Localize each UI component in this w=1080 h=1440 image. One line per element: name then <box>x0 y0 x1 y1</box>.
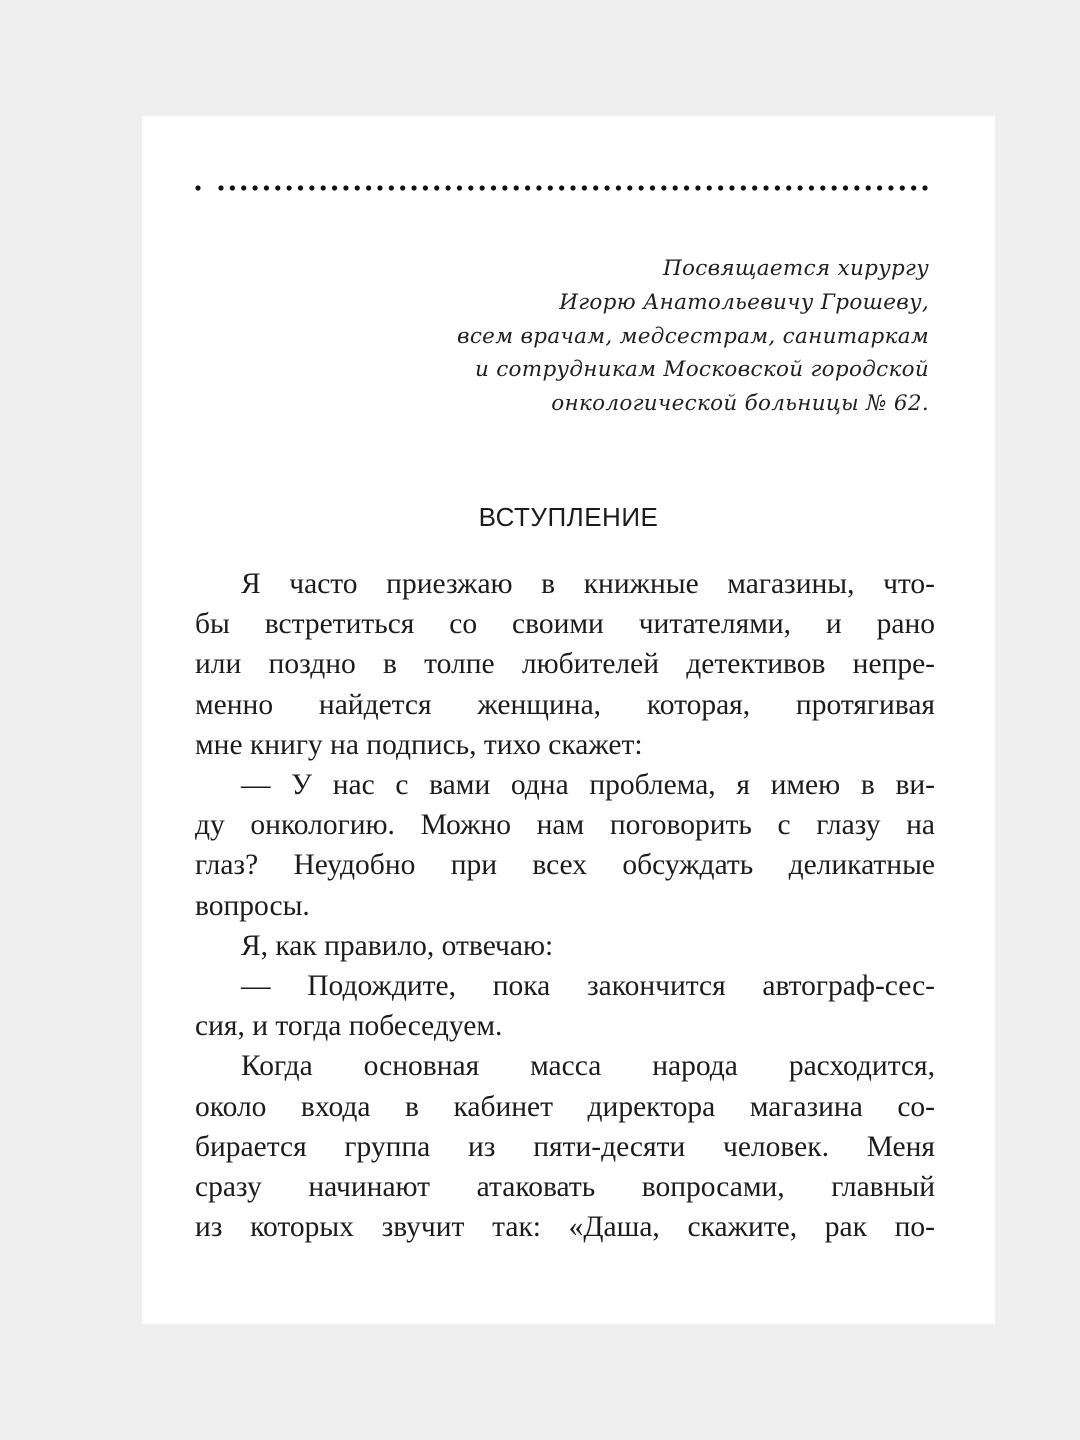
ornament-dot <box>877 185 882 190</box>
ornament-dot <box>264 185 269 190</box>
text-line: сия, и тогда побеседуем. <box>195 1010 503 1043</box>
text-line: глаз? Неудобно при всех обсуждать деликатные <box>195 849 935 882</box>
ornament-dot <box>230 185 235 190</box>
text-line: около входа в кабинет директора магазина со- <box>195 1090 935 1123</box>
text-line: Я часто приезжаю в книжные магазины, что- <box>241 568 935 600</box>
dedication <box>369 252 929 421</box>
ornament-dot <box>536 185 541 190</box>
ornament-dot <box>502 185 507 190</box>
ornament-dot <box>866 185 871 190</box>
text-line: ду онкологию. Можно нам поговорить с глазу на <box>195 809 935 842</box>
ornament-dot <box>673 185 678 190</box>
ornament-dot <box>832 185 837 190</box>
ornament-dot <box>321 185 326 190</box>
ornament-dot <box>218 185 223 190</box>
ornament-dot <box>514 185 519 190</box>
dotted-rule-graphic <box>195 182 935 194</box>
ornament-dot <box>275 185 280 190</box>
text-line: бирается группа из пяти-десяти человек. Меня <box>195 1130 935 1163</box>
ornament-dot <box>582 185 587 190</box>
ornament-dot <box>548 185 553 190</box>
ornament-dot <box>820 185 825 190</box>
ornament-dot <box>797 185 802 190</box>
ornament-dot <box>650 185 655 190</box>
ornament-dot <box>411 185 416 190</box>
text-line: или поздно в толпе любителей детективов непре- <box>195 648 935 681</box>
ornament-dot <box>366 185 371 190</box>
ornament-dot <box>559 185 564 190</box>
text-line: бы встретиться со своими читателями, и рано <box>195 608 935 641</box>
ornament-dot <box>911 185 916 190</box>
ornament-dot <box>604 185 609 190</box>
ornament-dot <box>355 185 360 190</box>
ornament-dot <box>854 185 859 190</box>
ornament-dot <box>752 185 757 190</box>
ornament-dot <box>343 185 348 190</box>
chapter-title: ВСТУПЛЕНИЕ <box>478 502 659 532</box>
ornament-dot <box>900 185 905 190</box>
dedication-line: онкологической больницы № 62. <box>551 391 929 417</box>
ornament-dot <box>445 185 450 190</box>
dedication-line: всем врачам, медсестрам, санитаркам <box>457 323 929 349</box>
ornament-dot <box>707 185 712 190</box>
ornament-dot <box>377 185 382 190</box>
ornament-dot <box>729 185 734 190</box>
ornament-dot <box>252 185 257 190</box>
ornament-dot <box>468 185 473 190</box>
ornament-dot <box>809 185 814 190</box>
ornament-dot <box>298 185 303 190</box>
text-line: вопросы. <box>195 889 310 922</box>
dedication-line: Игорю Анатольевичу Грошеву, <box>559 289 929 315</box>
ornament-dot <box>400 185 405 190</box>
dedication-line: и сотрудникам Московской городской <box>474 357 929 383</box>
text-line: — Подождите, пока закончится автограф-сес- <box>241 970 935 1003</box>
text-line: Я, как правило, отвечаю: <box>241 929 554 962</box>
text-line: сразу начинают атаковать вопросами, главный <box>195 1171 935 1204</box>
dedication-line: Посвящается хирургу <box>662 256 929 281</box>
ornament-dot <box>684 185 689 190</box>
text-line: менно найдется женщина, которая, протягивая <box>195 688 935 721</box>
ornament-dot <box>922 185 927 190</box>
ornament-dot <box>309 185 314 190</box>
ornament-dot <box>627 185 632 190</box>
ornament-dot <box>570 185 575 190</box>
ornament-dot <box>525 185 530 190</box>
text-line: мне книгу на подпись, тихо скажет: <box>195 728 643 761</box>
ornament-dot <box>661 185 666 190</box>
ornament-dot <box>786 185 791 190</box>
text-line: из которых звучит так: «Даша, скажите, рак по- <box>195 1211 935 1244</box>
ornament-dot <box>616 185 621 190</box>
ornament-dot <box>718 185 723 190</box>
ornament-dot <box>639 185 644 190</box>
ornament-dot <box>195 185 200 190</box>
ornament-dot <box>741 185 746 190</box>
ornament-dot <box>434 185 439 190</box>
ornament-dot <box>332 185 337 190</box>
text-line: Когда основная масса народа расходится, <box>241 1050 935 1083</box>
ornament-dot <box>491 185 496 190</box>
ornament-dot <box>695 185 700 190</box>
ornament-dot <box>775 185 780 190</box>
text-line: — У нас с вами одна проблема, я имею в ви- <box>241 769 935 802</box>
book-page <box>142 116 995 1324</box>
ornament-dot <box>287 185 292 190</box>
ornament-dot <box>241 185 246 190</box>
ornament-dot <box>457 185 462 190</box>
ornament-dot <box>389 185 394 190</box>
ornament-dot <box>763 185 768 190</box>
dotted-ornament <box>195 182 935 194</box>
ornament-dot <box>593 185 598 190</box>
ornament-dot <box>480 185 485 190</box>
ornament-dot <box>888 185 893 190</box>
ornament-dot <box>423 185 428 190</box>
ornament-dot <box>843 185 848 190</box>
body-text <box>195 564 935 1247</box>
